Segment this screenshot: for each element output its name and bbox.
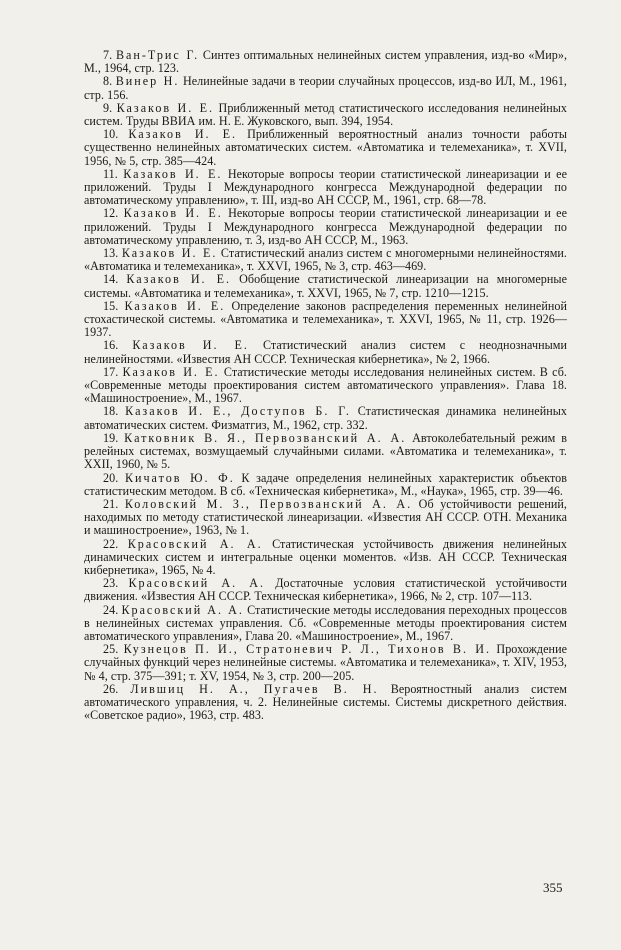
reference-author: Кузнецов П. И., Стратоневич Р. Л., Тихонов В. И. bbox=[123, 642, 492, 657]
reference-item bbox=[84, 75, 567, 101]
reference-text: Статистические методы исследования переходных процессов в нелинейных системах управления. Сб. «Современные методы проектирования систем автоматического управления», Глава 20. «Машиностроение», М., 1967. bbox=[84, 602, 567, 643]
reference-number: 23. bbox=[103, 576, 119, 591]
reference-text: Некоторые вопросы теории статистической линеаризации и ее приложений. Труды I Международного конгресса Международной федерации по автоматическому управлению», т. III, изд-во АН СССР, М., 1961, стр. 68—78. bbox=[84, 166, 568, 208]
reference-number: 16. bbox=[103, 338, 119, 353]
reference-author: Ван-Трис Г. bbox=[115, 48, 200, 62]
reference-author: Кичатов Ю. Ф. bbox=[124, 470, 235, 485]
reference-number: 24. bbox=[103, 602, 119, 617]
reference-text: Статистический анализ систем с неоднозначными нелинейностями. «Известия АН СССР. Техническая кибернетика», № 2, 1966. bbox=[84, 338, 568, 366]
reference-text: Определение законов распределения переменных нелинейной стохастической системы. «Автоматика и телемеханика», т. XXVI, 1965, № 11, стр. 1926—1937. bbox=[84, 298, 568, 340]
reference-author: Катковник В. Я., Первозванский А. А. bbox=[124, 430, 407, 445]
reference-author: Казаков И. Е. bbox=[124, 298, 226, 313]
reference-author: Казаков И. Е. bbox=[123, 166, 223, 181]
reference-author: Казаков И. Е. bbox=[123, 206, 223, 221]
reference-list bbox=[84, 49, 567, 722]
reference-number: 18. bbox=[103, 404, 119, 419]
reference-number: 9. bbox=[103, 100, 113, 115]
reference-item bbox=[84, 247, 567, 273]
reference-text: Статистические методы исследования нелинейных систем. В сб. «Современные методы проектирования систем автоматического управления». Глава 18. «Машиностроение», М., 1967. bbox=[84, 364, 568, 406]
reference-text: Вероятностный анализ систем автоматического управления, ч. 2. Нелинейные системы. Системы дискретного действия. «Советское радио», 1963, стр. 483. bbox=[84, 681, 567, 723]
reference-number: 11. bbox=[103, 166, 118, 181]
reference-author: Казаков И. Е. bbox=[121, 246, 218, 261]
reference-number: 7. bbox=[103, 48, 113, 62]
reference-item bbox=[84, 538, 567, 578]
reference-text: Автоколебательный режим в релейных системах, возмущаемый случайными силами. «Автоматика и телемеханика», т. XXII, 1960, № 5. bbox=[84, 430, 567, 472]
reference-item bbox=[84, 366, 567, 406]
reference-item bbox=[84, 683, 567, 723]
reference-author: Винер Н. bbox=[115, 74, 180, 89]
reference-item bbox=[84, 300, 567, 340]
reference-number: 13. bbox=[103, 246, 119, 261]
reference-item bbox=[84, 498, 567, 538]
reference-text: Статистический анализ систем с многомерными нелинейностями. «Автоматика и телемеханика», т. XXVI, 1965, № 3, стр. 463—469. bbox=[84, 246, 568, 274]
reference-number: 12. bbox=[103, 206, 119, 221]
reference-item bbox=[84, 432, 567, 472]
reference-item bbox=[84, 273, 567, 299]
reference-item bbox=[84, 49, 567, 75]
reference-author: Казаков И. Е. bbox=[116, 100, 215, 115]
reference-text: Синтез оптимальных нелинейных систем управления, изд-во «Мир», М., 1964, стр. 123. bbox=[84, 48, 568, 76]
reference-text: Обобщение статистической линеаризации на многомерные системы. «Автоматика и телемеханика», т. XXVI, 1965, № 7, стр. 1210—1215. bbox=[84, 272, 567, 300]
reference-text: Статистическая устойчивость движения нелинейных динамических систем и интегральные оценки моментов. «Изв. АН СССР. Техническая кибернетика», 1965, № 4. bbox=[84, 536, 568, 577]
reference-number: 20. bbox=[103, 470, 119, 485]
reference-author: Красовский А. А. bbox=[127, 536, 263, 551]
reference-item bbox=[84, 643, 567, 683]
reference-author: Казаков И. Е. bbox=[128, 127, 238, 142]
reference-item bbox=[84, 207, 567, 247]
reference-item bbox=[84, 472, 567, 498]
reference-author: Казаков И. Е. bbox=[126, 272, 232, 287]
reference-number: 17. bbox=[103, 364, 119, 379]
reference-text: Прохождение случайных функций через нелинейные системы. «Автоматика и телемеханика», т. XIV, 1953, № 4, стр. 375—391; т. XV, 1954, № 3, стр. 200—205. bbox=[84, 642, 568, 683]
reference-number: 25. bbox=[103, 642, 119, 657]
reference-number: 22. bbox=[103, 536, 119, 551]
reference-number: 19. bbox=[103, 430, 119, 445]
reference-item bbox=[84, 577, 567, 603]
reference-text: Приближенный вероятностный анализ точности работы существенно нелинейных автоматических систем. «Автоматика и телемеханика», т. XVII, 1956, № 5, стр. 385—424. bbox=[84, 127, 567, 168]
reference-text: Статистическая динамика нелинейных автоматических систем. Физматгиз, М., 1962, стр. 332. bbox=[84, 404, 568, 432]
reference-text: Нелинейные задачи в теории случайных процессов, изд-во ИЛ, М., 1961, стр. 156. bbox=[84, 74, 568, 102]
reference-author: Красовский А. А. bbox=[121, 602, 244, 617]
reference-text: Некоторые вопросы теории статистической линеаризации и ее приложений. Труды I Международного конгресса Международной федерации по автоматическому управлению, т. 3, изд-во АН СССР, М., 1963. bbox=[84, 206, 568, 247]
reference-item bbox=[84, 604, 567, 644]
reference-item bbox=[84, 102, 567, 128]
reference-number: 14. bbox=[103, 272, 119, 287]
reference-text: Приближенный метод статистического исследования нелинейных систем. Труды ВВИА им. Н. Е. Жуковского, вып. 394, 1954. bbox=[84, 100, 568, 129]
reference-text: Об устойчивости решений, находимых по методу статистической линеаризации. «Известия АН СССР. ОТН. Механика и машиностроение», 1963, № 1. bbox=[84, 496, 567, 538]
reference-author: Коловский М. З., Первозванский А. А. bbox=[124, 496, 413, 511]
reference-number: 15. bbox=[103, 298, 119, 313]
reference-author: Лившиц Н. А., Пугачев В. Н. bbox=[130, 681, 379, 696]
reference-author: Казаков И. Е. bbox=[132, 338, 249, 353]
reference-item bbox=[84, 405, 567, 431]
reference-number: 21. bbox=[103, 496, 119, 511]
reference-item bbox=[84, 168, 567, 208]
reference-number: 26. bbox=[103, 681, 119, 696]
page-number: 355 bbox=[543, 880, 563, 895]
reference-text: Достаточные условия статистической устойчивости движения. «Известия АН СССР. Техническая кибернетика», 1966, № 2, стр. 107—113. bbox=[84, 576, 567, 604]
reference-item bbox=[84, 339, 567, 365]
reference-text: К задаче определения нелинейных характеристик объектов статистическим методом. В сб. «Техническая кибернетика», М., «Наука», 1965, стр. 39—46. bbox=[84, 470, 567, 498]
reference-number: 10. bbox=[103, 127, 119, 142]
reference-author: Красовский А. А. bbox=[128, 576, 266, 591]
reference-item bbox=[84, 128, 567, 168]
reference-author: Казаков И. Е., Доступов Б. Г. bbox=[125, 404, 351, 419]
reference-number: 8. bbox=[103, 74, 113, 89]
reference-author: Казаков И. Е. bbox=[122, 364, 220, 379]
